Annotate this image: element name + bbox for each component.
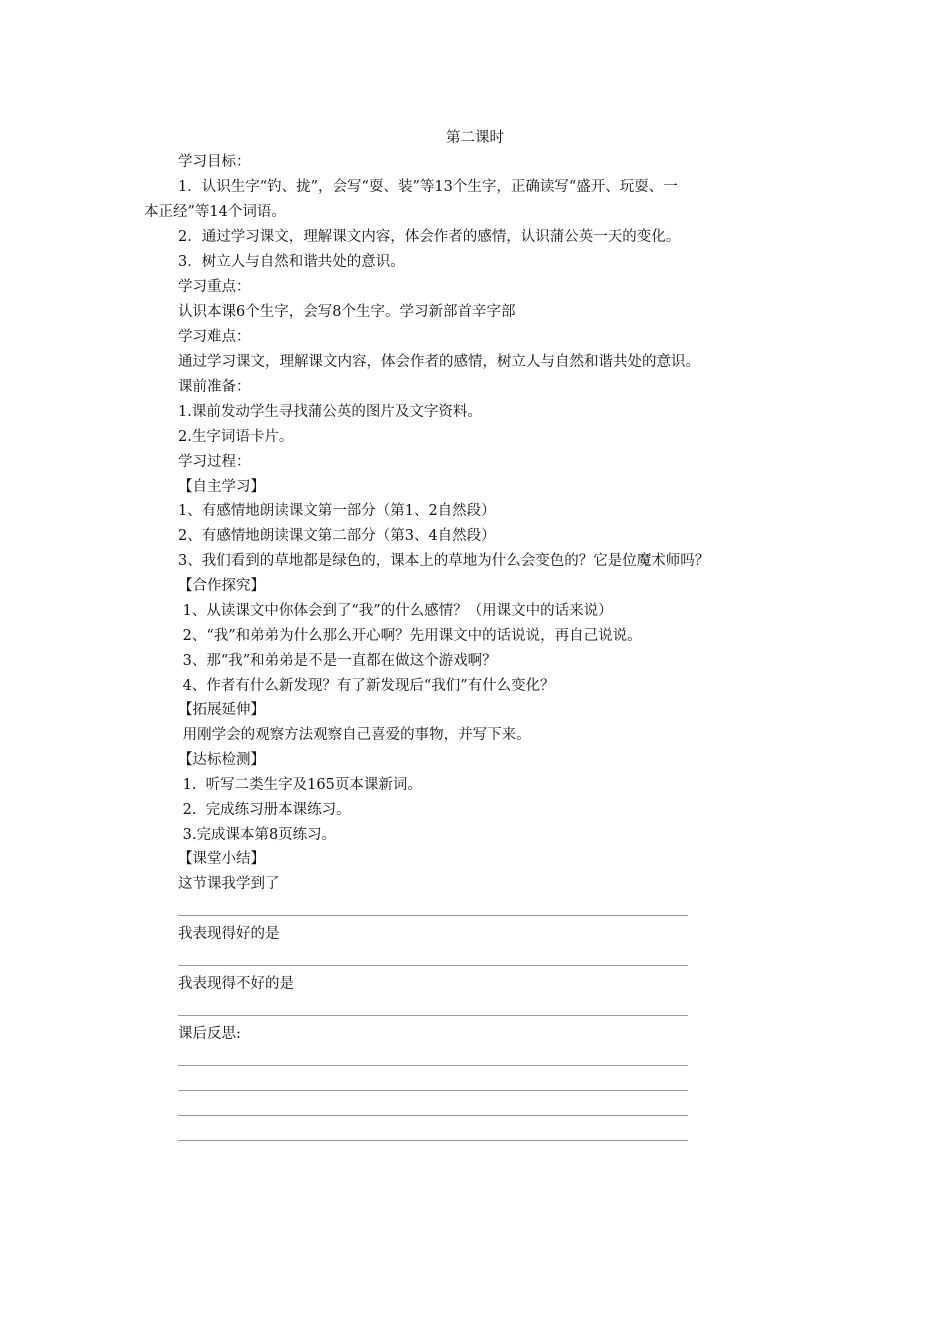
- cooperation-item-1: 1、从读课文中你体会到了“我”的什么感情？（用课文中的话来说）: [178, 603, 613, 619]
- objectives-heading: 学习目标：: [178, 154, 251, 170]
- preparation-heading: 课前准备：: [178, 379, 251, 395]
- key-points-heading: 学习重点：: [178, 279, 251, 295]
- self-study-heading: 【自主学习】: [178, 479, 265, 495]
- reflection-line-1: [178, 1065, 688, 1066]
- assessment-item-3: 3.完成课本第8页练习。: [178, 827, 337, 843]
- cooperation-item-3: 3、那“我”和弟弟是不是一直都在做这个游戏啊？: [178, 653, 497, 669]
- answer-line-did-poorly: [178, 1015, 688, 1016]
- reflection-line-4: [178, 1140, 688, 1141]
- self-study-item-1: 1、有感情地朗读课文第一部分（第1、2自然段）: [178, 503, 496, 519]
- process-heading: 学习过程：: [178, 454, 251, 470]
- summary-heading: 【课堂小结】: [178, 851, 265, 867]
- reflection-line-3: [178, 1115, 688, 1116]
- objective-item-2: 2．通过学习课文，理解课文内容，体会作者的感情，认识蒲公英一天的变化。: [178, 229, 681, 245]
- extension-heading: 【拓展延伸】: [178, 702, 265, 718]
- summary-learned-label: 这节课我学到了: [178, 876, 280, 892]
- preparation-item-2: 2.生字词语卡片。: [178, 429, 294, 445]
- answer-line-did-well: [178, 965, 688, 966]
- assessment-item-1: 1. 听写二类生字及165页本课新词。: [178, 777, 422, 793]
- difficulties-heading: 学习难点：: [178, 329, 251, 345]
- objective-item-1-line-1: 1．认识生字“钓、拢”，会写“耍、装”等13个生字，正确读写“盛开、玩耍、一: [178, 179, 678, 195]
- objective-item-1-line-2: 本正经”等14个词语。: [144, 204, 286, 220]
- cooperation-heading: 【合作探究】: [178, 578, 265, 594]
- answer-line-learned: [178, 915, 688, 916]
- self-study-item-3: 3、我们看到的草地都是绿色的，课本上的草地为什么会变色的？它是位魔术师吗？: [178, 553, 710, 569]
- difficulties-text: 通过学习课文，理解课文内容，体会作者的感情，树立人与自然和谐共处的意识。: [178, 354, 700, 370]
- reflection-heading: 课后反思:: [178, 1026, 241, 1042]
- summary-did-poorly-label: 我表现得不好的是: [178, 976, 294, 992]
- summary-did-well-label: 我表现得好的是: [178, 926, 280, 942]
- cooperation-item-2: 2、“我”和弟弟为什么那么开心啊？先用课文中的话说说，再自己说说。: [178, 628, 642, 644]
- key-points-text: 认识本课6个生字，会写8个生字。学习新部首辛字部: [178, 304, 516, 320]
- reflection-line-2: [178, 1090, 688, 1091]
- assessment-heading: 【达标检测】: [178, 752, 265, 768]
- cooperation-item-4: 4、作者有什么新发现？有了新发现后“我们”有什么变化？: [178, 678, 555, 694]
- preparation-item-1: 1.课前发动学生寻找蒲公英的图片及文字资料。: [178, 404, 482, 420]
- self-study-item-2: 2、有感情地朗读课文第二部分（第3、4自然段）: [178, 528, 496, 544]
- extension-text: 用刚学会的观察方法观察自己喜爱的事物，并写下来。: [178, 727, 531, 743]
- assessment-item-2: 2. 完成练习册本课练习。: [178, 802, 351, 818]
- page-title: 第二课时: [446, 130, 504, 146]
- objective-item-3: 3．树立人与自然和谐共处的意识。: [178, 254, 405, 270]
